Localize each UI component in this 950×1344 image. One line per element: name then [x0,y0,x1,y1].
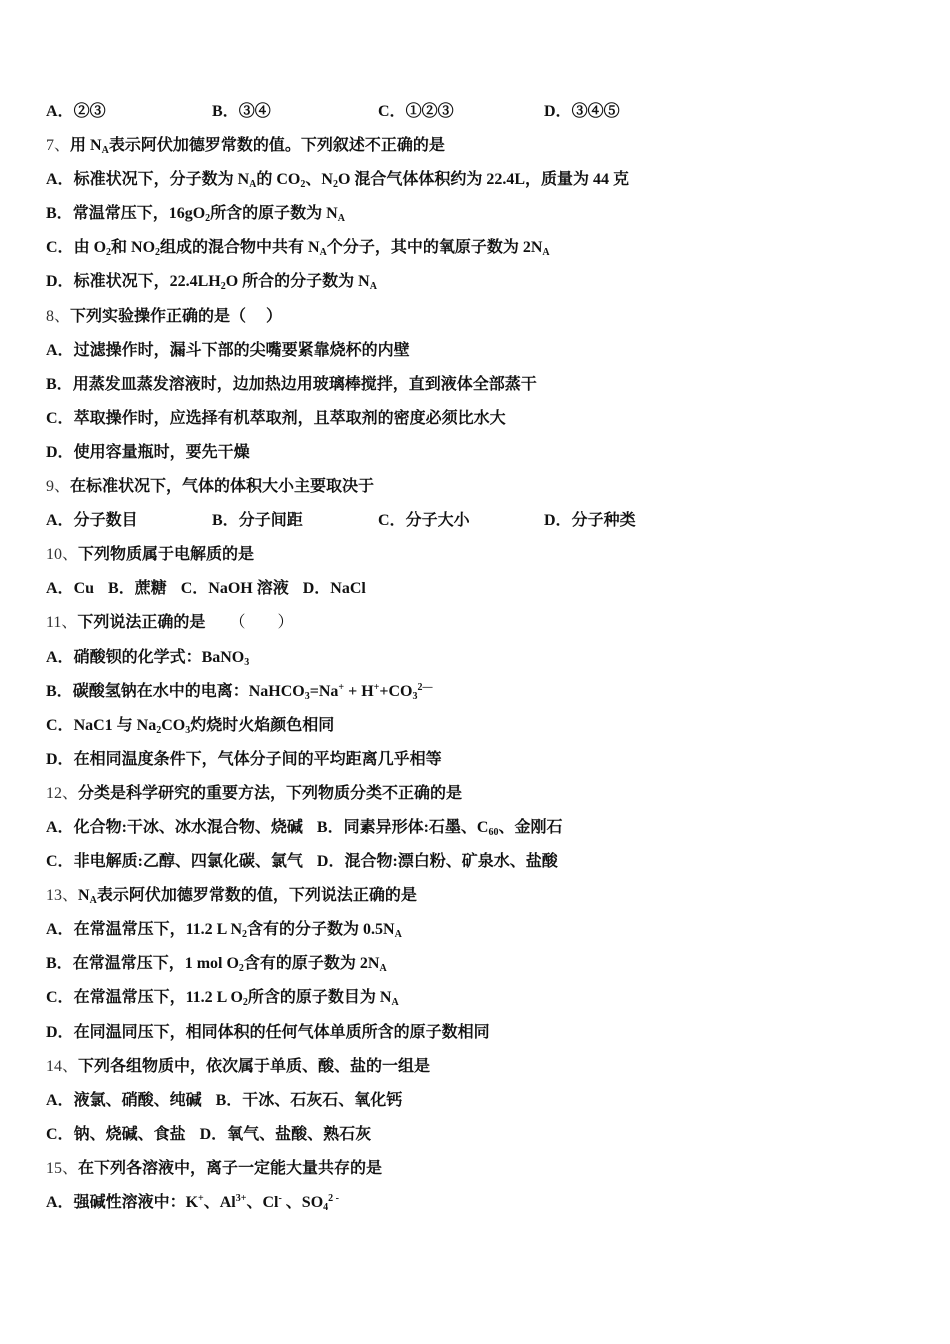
q13-stem: 13、$N_A$表示阿伏加德罗常数的值，下列说法正确的是 [46,887,417,907]
question-number: 14、 [46,1057,79,1075]
question-number: 15、 [46,1159,79,1177]
q11-option-a: A．硝酸钡的化学式：BaNO$_3$ [46,648,250,668]
question-number: 12、 [46,784,79,802]
q13-option-a: A．在常温常压下，11.2 L $N_2$含有的分子数为 $0.5N_A$ [46,921,402,941]
q7-stem: 7、用 $N_A$表示阿伏加德罗常数的值。下列叙述不正确的是 [46,137,445,157]
q12-options-row-ab [46,815,906,849]
q7-option-a: A．标准状况下，分子数为 $N_A$的 $CO_2$、$N_2O$ 混合气体体积约为 22.4L，质量为 44 克 [46,171,630,191]
q15-stem: 15、在下列各溶液中，离子一定能大量共存的是 [46,1159,383,1177]
q12-stem: 12、分类是科学研究的重要方法，下列物质分类不正确的是 [46,784,463,802]
q11-option-b: B．碳酸氢钠在水中的电离：NaHCO$_3$=Na+ + $H^++CO_3^{2—}$ [46,681,433,702]
q14-options-row-cd [46,1122,906,1156]
q14-option-b: B．干冰、石灰石、氧化钙 [215,1091,403,1109]
question-number: 10、 [46,546,79,564]
q10-options-row [46,576,906,610]
q11-option-c: C．NaC1 与 $Na_2CO_3$灼烧时火焰颜色相同 [46,716,335,736]
q12-option-b: B．同素异形体:石墨、$C_{60}$、金刚石 [316,818,563,838]
q8-option-b: B．用蒸发皿蒸发溶液时，边加热边用玻璃棒搅拌，直到液体全部蒸干 [46,375,537,393]
q9-option-b: B．分子间距 [212,512,303,530]
q6-option-c: C．①②③ [378,103,454,120]
q14-option-d: D．氧气、盐酸、熟石灰 [199,1125,372,1143]
q10-option-c: C．NaOH 溶液 [180,580,289,598]
q14-options-row-ab [46,1088,906,1122]
q9-option-c: C．分子大小 [378,512,470,530]
q12-option-a: A．化合物:干冰、冰水混合物、烧碱 [46,818,303,836]
q7-option-c: C．由 $O_2$和 $NO_2$组成的混合物中共有 $N_A$个分子，其中的氧原子数为 $2N_A$ [46,239,550,259]
q8-option-a: A．过滤操作时，漏斗下部的尖嘴要紧靠烧杯的内壁 [46,341,410,359]
q6-option-b: B．③④ [212,103,271,120]
question-number: 9、 [46,478,71,496]
q12-option-c: C．非电解质:乙醇、四氯化碳、氯气 [46,853,303,871]
q7-option-d: D．标准状况下，$22.4LH_2O$ 所合的分子数为 $N_A$ [46,273,377,293]
q15-option-a: A．强碱性溶液中：K+、$Al^{3+}$、Cl- 、$SO_4^{2 -}$ [46,1193,339,1213]
q8-option-d: D．使用容量瓶时，要先干燥 [46,443,250,461]
q14-option-a: A．液氯、硝酸、纯碱 [46,1091,202,1109]
q9-options-row [46,508,906,542]
answer-blank: （ ） [205,614,294,632]
q8-option-c: C．萃取操作时，应选择有机萃取剂，且萃取剂的密度必须比水大 [46,409,506,427]
question-number: 13、 [46,887,79,905]
q12-options-row-cd [46,849,906,883]
q13-option-b: B．在常温常压下，1 mol $O_2$含有的原子数为 $2N_A$ [46,955,387,975]
q13-option-c: C．在常温常压下，11.2 L $O_2$所含的原子数目为 $N_A$ [46,989,399,1009]
q14-stem: 14、下列各组物质中，依次属于单质、酸、盐的一组是 [46,1057,431,1075]
q13-option-d: D．在同温同压下，相同体积的任何气体单质所含的原子数相同 [46,1023,490,1041]
question-number: 8、 [46,307,71,325]
question-number: 7、 [46,137,71,155]
q10-option-b: B．蔗糖 [108,580,167,598]
q9-option-d: D．分子种类 [544,512,636,530]
exam-page [46,99,906,1224]
q11-option-d: D．在相同温度条件下，气体分子间的平均距离几乎相等 [46,750,442,768]
q14-option-c: C．钠、烧碱、食盐 [46,1125,186,1143]
q10-option-d: D．NaCl [302,580,366,598]
q10-stem: 10、下列物质属于电解质的是 [46,546,255,564]
q12-option-d: D．混合物:漂白粉、矿泉水、盐酸 [316,853,558,871]
q9-stem: 9、在标准状况下，气体的体积大小主要取决于 [46,478,375,496]
q6-options-row [46,99,906,133]
q6-option-d: D．③④⑤ [544,103,620,120]
q11-stem: 11、下列说法正确的是 （ ） [46,614,294,632]
question-number: 11、 [46,614,78,632]
q10-option-a: A．Cu [46,580,95,598]
q7-option-b: B．常温常压下，$16gO_2$所含的原子数为 $N_A$ [46,205,345,225]
q6-option-a: A．②③ [46,103,106,120]
q9-option-a: A．分子数目 [46,512,138,530]
q8-stem: 8、下列实验操作正确的是（ ） [46,307,283,325]
